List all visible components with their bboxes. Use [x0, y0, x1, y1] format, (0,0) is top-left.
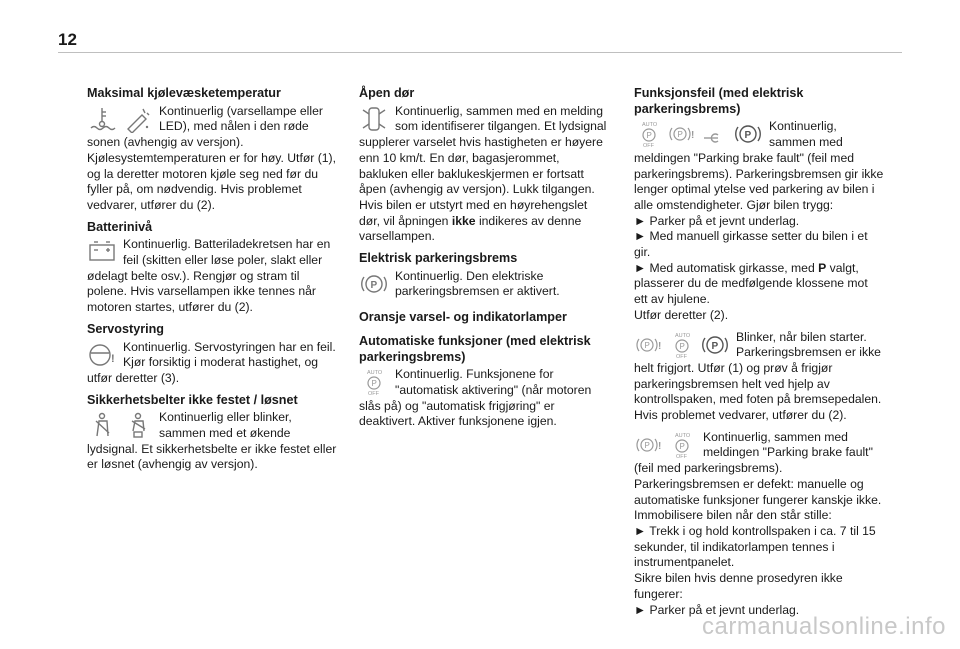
bullet-text-b: valgt, plasserer du de medfølgende klossene mot ett av hjulene. [634, 260, 868, 307]
svg-text:OFF: OFF [368, 391, 379, 397]
parking-brake-fault-icon [667, 120, 697, 148]
svg-text:!: ! [658, 440, 662, 452]
svg-text:OFF: OFF [676, 453, 687, 459]
section-steering [87, 322, 337, 387]
svg-text:P: P [371, 379, 377, 389]
fault-bullet: ► Parker på et jevnt underlag. [634, 213, 800, 228]
door-text-bold: ikke [451, 213, 476, 228]
battery-icon [87, 238, 117, 266]
svg-text:P: P [744, 130, 752, 142]
column-3 [634, 86, 884, 624]
section-text: Kontinuerlig. Den elektriske parkeringsbremsen er aktivert. [395, 268, 560, 299]
svg-text:P: P [679, 341, 685, 351]
section-title: Batterinivå [87, 219, 153, 234]
electric-parking-brake-icon [733, 120, 763, 148]
section-text: Kontinuerlig, sammen med meldingen "Parking brake fault" (feil med parkeringsbrems). Parkeringsbremsen er defekt: manuelle og automatiske funksjoner fungerer kanskje ikke. Immobilisere bilen når den står stille: [634, 429, 882, 523]
door-text-b: indikeres av denne varsellampen. [359, 213, 582, 244]
bullet-text-bold: P [818, 260, 827, 275]
section-text: Kontinuerlig (varsellampe eller LED), med nålen i den røde sonen (avhengig av versjon). Kjølesystemtemperaturen er for høy. Utfør (1), og la deretter motoren kjøle seg ned før du fyller på, om nødvendig. Hvis problemet vedvarer, utfører du (2). [87, 103, 336, 212]
auto-off-parking-brake-icon [667, 431, 697, 459]
svg-text:P: P [646, 131, 652, 141]
svg-text:OFF: OFF [676, 353, 687, 359]
section-coolant [87, 86, 337, 214]
section-title: Sikkerhetsbelter ikke festet / løsnet [87, 392, 298, 407]
svg-text:AUTO: AUTO [675, 432, 691, 439]
svg-text:AUTO: AUTO [675, 332, 691, 339]
column-2 [359, 86, 609, 436]
orange-lamps-heading: Oransje varsel- og indikatorlamper [359, 310, 567, 325]
steering-wheel-warning-icon [87, 341, 117, 369]
svg-text:P: P [677, 130, 683, 140]
auto-off-parking-brake-icon [359, 368, 389, 396]
svg-text:!: ! [691, 130, 695, 142]
section-title: Elektrisk parkeringsbrems [359, 251, 518, 266]
section-seatbelt [87, 393, 337, 474]
fault-bullet [634, 261, 884, 308]
svg-text:P: P [370, 279, 378, 291]
section-door [359, 86, 609, 245]
electric-parking-brake-icon [700, 331, 730, 359]
section-text: Kontinuerlig eller blinker, sammen med et økende lydsignal. Et sikkerhetsbelte er ikke festet eller er løsnet (avhengig av versjon). [87, 410, 337, 472]
coolant-level-icon [123, 105, 153, 133]
section-text: Kontinuerlig. Funksjonene for "automatisk aktivering" (når motoren slås på) og "automatisk frigjøring" er deaktivert. Aktiver funksjonene igjen. [359, 367, 592, 429]
watermark: carmanualsonline.info [702, 613, 946, 640]
svg-text:!: ! [658, 340, 662, 352]
svg-text:P: P [711, 340, 719, 352]
section-title: Maksimal kjølevæsketemperatur [87, 86, 281, 100]
defective-text-b: Sikre bilen hvis denne prosedyren ikke fungerer: [634, 571, 843, 601]
section-battery [87, 220, 337, 316]
electric-parking-brake-icon [359, 270, 389, 298]
section-title: Servostyring [87, 321, 164, 336]
section-defective [634, 430, 884, 618]
defective-bullet: ► Trekk i og hold kontrollspaken i ca. 7 til 15 sekunder, til indikatorlampen tennes i instrumentpanelet. [634, 523, 876, 570]
door-open-icon [359, 105, 389, 133]
section-text: Kontinuerlig. Batteriladekretsen har en feil (skitten eller løse poler, slakt eller ødelagt belte osv.). Rengjør og stram til polene. Hvis varsellampen ikke tennes når motoren startes, utfører du (2). [87, 237, 331, 315]
section-title: Åpen dør [359, 86, 415, 100]
parking-brake-fault-icon [634, 431, 664, 459]
auto-off-parking-brake-icon [667, 331, 697, 359]
section-title: Automatiske funksjoner (med elektrisk parkeringsbrems) [359, 333, 591, 364]
page-number: 12 [58, 30, 77, 49]
svg-text:AUTO: AUTO [642, 122, 658, 129]
section-text: Kontinuerlig. Servostyringen har en feil. Kjør forsiktig i moderat hastighet, og utfør deretter (3). [87, 339, 336, 385]
svg-text:P: P [679, 441, 685, 451]
section-text: Blinker, når bilen starter. Parkeringsbremsen er ikke helt frigjort. Utfør (1) og prøv å frigjør parkeringsbremsen helt ved hjelp av kontrollspaken, med foten på bremsepedalen. Hvis problemet vedvarer, utfører du (2). [634, 329, 882, 423]
fault-bullet: ► Med manuell girkasse setter du bilen i et gir. [634, 229, 868, 260]
door-text-a: Kontinuerlig, sammen med en melding som identifiserer tilgangen. Et lydsignal supplerer varselet hvis hastigheten er høyere enn 10 km/t. En dør, bagasjerommet, bakluken eller baklukeskjermen er fortsatt åpen (avhengig av versjon). Lukk tilgangen. Hvis bilen er utstyrt med en høyrehengslet dør, vil åpningen [359, 103, 607, 228]
svg-text:P: P [644, 340, 650, 350]
section-blinking [634, 330, 884, 424]
section-auto-functions [359, 334, 609, 430]
svg-text:OFF: OFF [643, 143, 654, 149]
section-electric-parking-brake [359, 251, 609, 300]
coolant-temperature-icon [87, 105, 117, 133]
rear-seatbelt-icon [123, 411, 153, 439]
parking-brake-fault-icon [634, 331, 664, 359]
bullet-text-a: ► Med automatisk girkasse, med [634, 260, 819, 275]
section-parking-brake-fault [634, 86, 884, 324]
wrench-icon [700, 120, 730, 148]
fault-text-a: Kontinuerlig, sammen med meldingen "Parking brake fault" (feil med parkeringsbrems). Parkeringsbremsen gir ikke lenger optimal ytelse ved parkering av bilen i alle omstendigheter. Gjør bilen trygg: [634, 119, 884, 212]
header-divider [58, 52, 902, 53]
auto-off-parking-brake-icon [634, 120, 664, 148]
defective-bullet: ► Parker på et jevnt underlag. [634, 602, 800, 617]
column-1 [87, 86, 337, 479]
svg-text:AUTO: AUTO [367, 370, 383, 377]
fault-text-b: Utfør deretter (2). [634, 307, 729, 322]
section-title: Funksjonsfeil (med elektrisk parkeringsbrems) [634, 86, 804, 116]
section-text [359, 104, 609, 245]
seatbelt-icon [87, 411, 117, 439]
svg-text:P: P [644, 440, 650, 450]
svg-text:!: ! [111, 352, 115, 365]
